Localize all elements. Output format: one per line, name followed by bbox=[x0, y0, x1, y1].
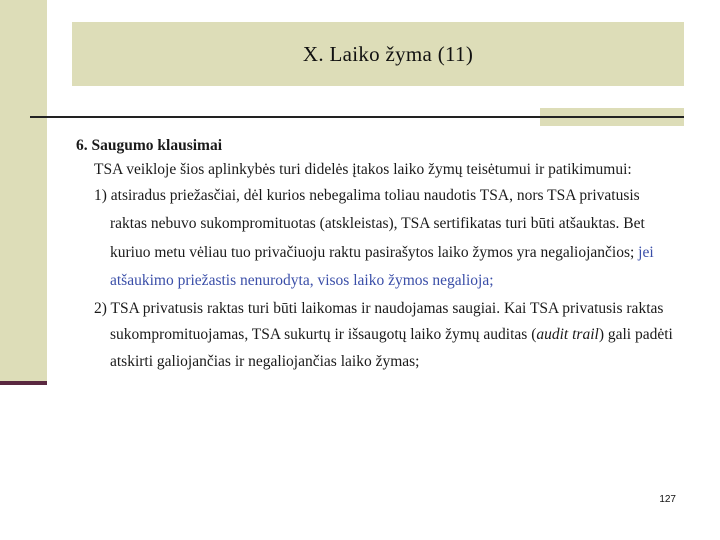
list-item-2 bbox=[76, 296, 676, 376]
section-heading: 6. Saugumo klausimai bbox=[76, 137, 223, 154]
intro-paragraph: TSA veikloje šios aplinkybės turi didelės įtakos laiko žymų teisėtumui ir patikimumui: bbox=[94, 161, 632, 178]
list-item-1 bbox=[76, 182, 676, 296]
list-item-1-text: 1) atsiradus priežasčiai, dėl kurios nebegalima toliau naudotis TSA, nors TSA privatusis raktas nebuvo sukompromituotas (atskleistas), TSA sertifikatas turi būti atšauktas. Bet kuriuo metu vėliau tuo privačiuoju raktu pasirašytos laiko žymos yra negaliojančios; bbox=[94, 187, 645, 261]
list-item-1-highlight: jei atšaukimo priežastis nenurodyta, visos laiko žymos negalioja; bbox=[110, 243, 654, 290]
slide-title: X. Laiko žyma (11) bbox=[302, 41, 474, 66]
page-number: 127 bbox=[659, 494, 676, 505]
list-item-2-text-before: 2) TSA privatusis raktas turi būti laikomas ir naudojamas saugiai. Kai TSA privatusis raktas sukompromituojamas, TSA sukurtų ir išsaugotų laiko žymų auditas ( bbox=[94, 299, 664, 344]
list-item-2-term: audit trail bbox=[536, 326, 599, 344]
divider-line bbox=[30, 116, 684, 118]
list-item-2-text-after: ) gali padėti atskirti galiojančias ir negaliojančias laiko žymas; bbox=[110, 326, 673, 370]
slide-content bbox=[76, 134, 676, 375]
title-panel bbox=[72, 22, 684, 86]
left-decor-bar bbox=[0, 0, 47, 383]
left-decor-accent bbox=[0, 381, 47, 385]
